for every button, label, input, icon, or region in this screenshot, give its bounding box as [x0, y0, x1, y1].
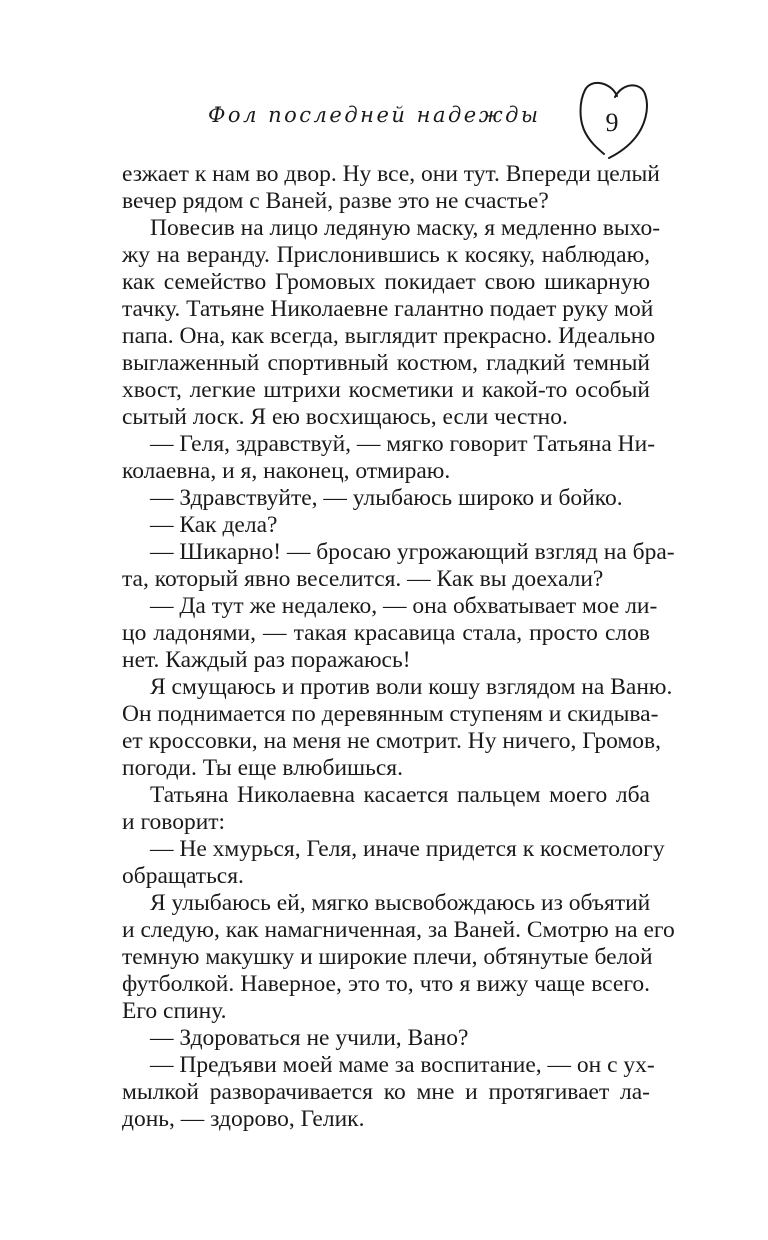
text-line: цо ладонями, — такая красавица стала, просто слов	[122, 620, 650, 646]
text-line: Я смущаюсь и против воли кошу взглядом на Ваню.	[150, 674, 673, 700]
paragraph	[122, 674, 673, 782]
paragraph	[122, 161, 660, 215]
text-line: хвост, легкие штрихи косметики и какой-то особый	[122, 377, 650, 403]
text-line: Я улыбаюсь ей, мягко высвобождаюсь из объятий	[150, 890, 651, 916]
paragraph	[122, 1052, 655, 1133]
text-line: папа. Она, как всегда, выглядит прекрасно. Идеально	[122, 323, 656, 349]
text-line: — Предъяви моей маме за воспитание, — он с ух-	[150, 1052, 655, 1078]
paragraph	[122, 782, 650, 836]
paragraph	[122, 215, 661, 431]
text-line: Он поднимается по деревянным ступеням и скидыва-	[122, 701, 659, 727]
text-line: — Здороваться не учили, Вано?	[150, 1025, 469, 1051]
text-line: донь, — здорово, Гелик.	[122, 1106, 365, 1132]
text-line: Его спину.	[122, 998, 227, 1024]
text-line: мылкой разворачивается ко мне и протягивает ла-	[122, 1079, 650, 1105]
paragraph	[122, 593, 658, 674]
text-line: жу на веранду. Прислонившись к косяку, наблюдаю,	[122, 242, 650, 268]
paragraph	[122, 431, 656, 485]
text-line: выглаженный спортивный костюм, гладкий темный	[122, 350, 650, 376]
text-line: — Не хмурься, Геля, иначе придется к косметологу	[150, 836, 665, 862]
body-text	[122, 161, 675, 1133]
running-title: Фол последней надежды	[208, 103, 541, 127]
text-line: сытый лоск. Я ею восхищаюсь, если честно.	[122, 404, 568, 430]
text-line: — Здравствуйте, — улыбаюсь широко и бойко.	[150, 485, 623, 511]
text-line: и следую, как намагниченная, за Ваней. Смотрю на его	[122, 917, 675, 943]
text-line: погоди. Ты еще влюбишься.	[122, 755, 403, 781]
text-line: как семейство Громовых покидает свою шикарную	[122, 269, 650, 295]
paragraph	[122, 890, 675, 1025]
text-line: — Геля, здравствуй, — мягко говорит Татьяна Ни-	[150, 431, 656, 457]
text-line: футболкой. Наверное, это то, что я вижу чаще всего.	[122, 971, 650, 997]
text-line: нет. Каждый раз поражаюсь!	[122, 647, 411, 673]
text-line: та, который явно веселится. — Как вы доехали?	[122, 566, 604, 592]
paragraph	[122, 1025, 650, 1052]
text-line: — Как дела?	[150, 512, 278, 538]
text-line: ет кроссовки, на меня не смотрит. Ну ничего, Громов,	[122, 728, 662, 754]
text-line: — Да тут же недалеко, — она обхватывает мое ли-	[150, 593, 658, 619]
text-line: Татьяна Николаевна касается пальцем моего лба	[150, 782, 650, 808]
paragraph	[122, 485, 650, 512]
text-line: колаевна, и я, наконец, отмираю.	[122, 458, 451, 484]
paragraph	[122, 539, 675, 593]
paragraph	[122, 836, 665, 890]
page-number: 9	[605, 108, 619, 137]
text-line: езжает к нам во двор. Ну все, они тут. Впереди целый	[122, 161, 660, 187]
text-line: тачку. Татьяне Николаевне галантно подает руку мой	[122, 296, 654, 322]
page-header	[0, 0, 768, 160]
text-line: — Шикарно! — бросаю угрожающий взгляд на бра-	[150, 539, 675, 565]
paragraph	[122, 512, 650, 539]
text-line: темную макушку и широкие плечи, обтянутые белой	[122, 944, 653, 970]
text-line: и говорит:	[122, 809, 226, 835]
text-line: Повесив на лицо ледяную маску, я медленно выхо-	[150, 215, 661, 241]
text-line: обращаться.	[122, 863, 244, 889]
text-line: вечер рядом с Ваней, разве это не счастье?	[122, 188, 549, 214]
